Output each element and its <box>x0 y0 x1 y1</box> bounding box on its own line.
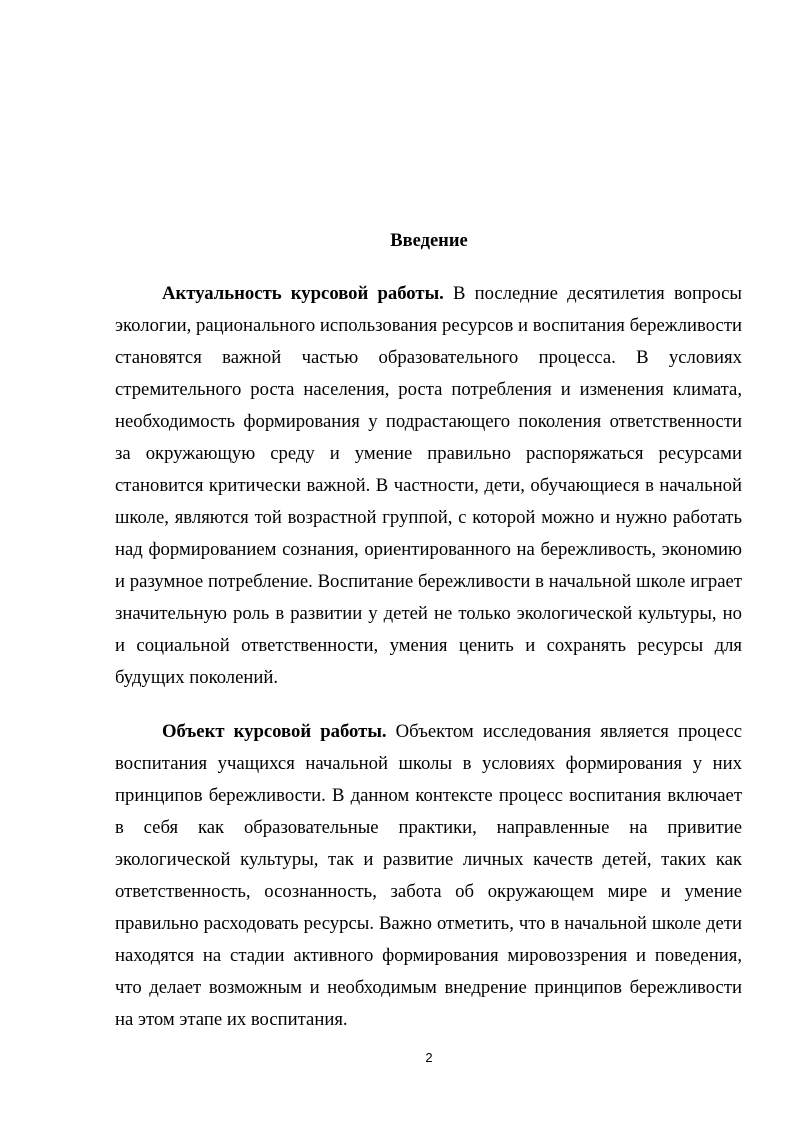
section-title: Введение <box>390 231 468 251</box>
paragraph-object <box>115 716 742 1036</box>
page-number: 2 <box>425 1050 433 1065</box>
paragraph-lead: Объект курсовой работы. <box>162 721 387 742</box>
paragraph-text: В последние десятилетия вопросы экологии, рационального использования ресурсов и воспитания бережливости становятся важной частью образовательного процесса. В условиях стремительного роста населения, роста потребления и изменения климата, необходимость формирования у подрастающего поколения ответственности за окружающую среду и умение правильно распоряжаться ресурсами становится критически важной. В частности, дети, обучающиеся в начальной школе, являются той возрастной группой, с которой можно и нужно работать над формированием сознания, ориентированного на бережливость, экономию и разумное потребление. Воспитание бережливости в начальной школе играет значительную роль в развитии у детей не только экологической культуры, но и социальной ответственности, умения ценить и сохранять ресурсы для будущих поколений. <box>115 283 742 688</box>
paragraph-text: Объектом исследования является процесс воспитания учащихся начальной школы в условиях формирования у них принципов бережливости. В данном контексте процесс воспитания включает в себя как образовательные практики, направленные на привитие экологической культуры, так и развитие личных качеств детей, таких как ответственность, осознанность, забота об окружающем мире и умение правильно расходовать ресурсы. Важно отметить, что в начальной школе дети находятся на стадии активного формирования мировоззрения и поведения, что делает возможным и необходимым внедрение принципов бережливости на этом этапе их воспитания. <box>115 721 742 1030</box>
paragraph-lead: Актуальность курсовой работы. <box>162 283 444 304</box>
paragraph-relevance <box>115 278 742 694</box>
